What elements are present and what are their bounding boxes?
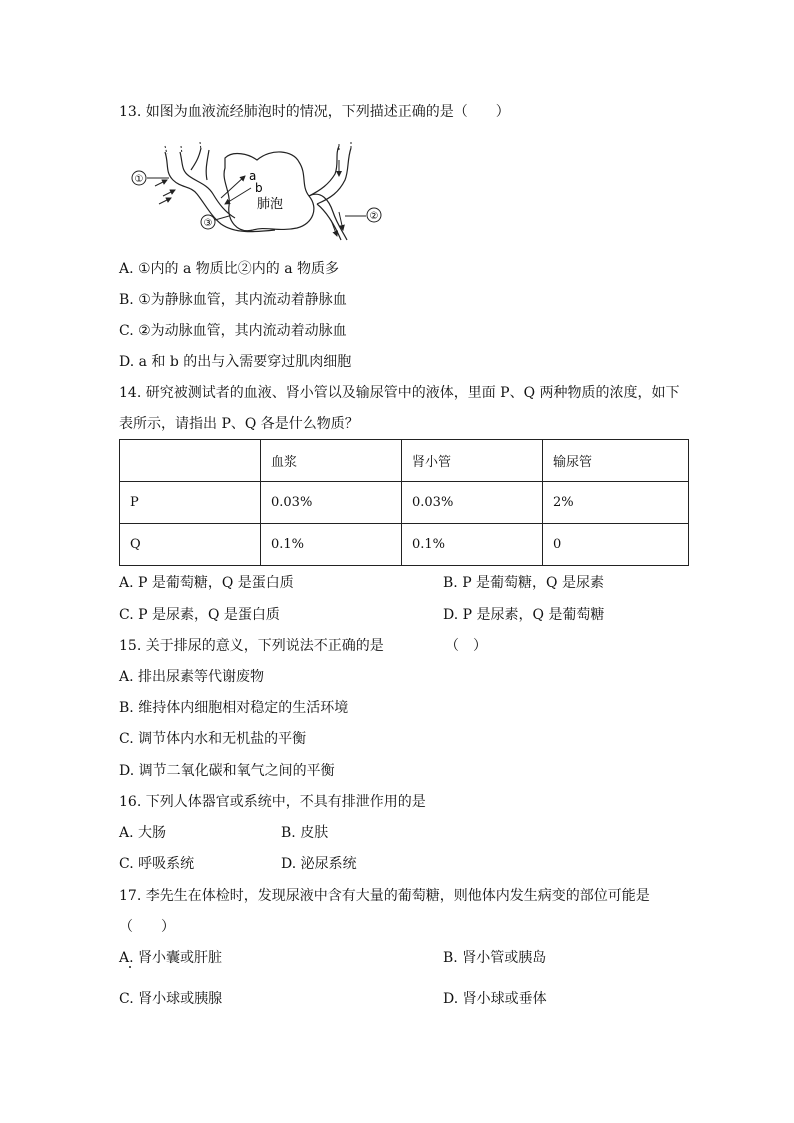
q16-option-a: A. 大肠	[119, 825, 167, 841]
table-cell: Q	[120, 524, 261, 566]
table-cell: 0.03%	[261, 482, 402, 524]
table-cell: P	[120, 482, 261, 524]
table-cell: 0.1%	[261, 524, 402, 566]
q17-option-a: A. 肾小囊或肝脏	[119, 950, 223, 966]
q17-option-d: D. 肾小球或垂体	[443, 991, 547, 1007]
q15-answer-paren: （ ）	[445, 638, 487, 654]
q16-option-b: B. 皮肤	[281, 825, 329, 841]
q13-stem: 13. 如图为血液流经肺泡时的情况，下列描述正确的是（ ）	[119, 104, 510, 120]
q17-stem-line1: 17. 李先生在体检时，发现尿液中含有大量的葡萄糖，则他体内发生病变的部位可能是	[119, 888, 650, 904]
q17-option-c: C. 肾小球或胰腺	[119, 991, 223, 1007]
table-cell: 2%	[543, 482, 689, 524]
q15-option-c: C. 调节体内水和无机盐的平衡	[119, 731, 307, 747]
table-header-row	[120, 440, 689, 482]
q17-stem-line2: （ ）	[119, 919, 175, 935]
q13-option-a: A. ①内的 a 物质比②内的 a 物质多	[119, 261, 340, 277]
stray-dot	[129, 966, 131, 968]
q16-stem: 16. 下列人体器官或系统中，不具有排泄作用的是	[119, 794, 426, 810]
q13-option-d: D. a 和 b 的出与入需要穿过肌肉细胞	[119, 354, 352, 370]
label-n2: ②	[369, 211, 379, 222]
q15-stem: 15. 关于排尿的意义，下列说法不正确的是	[119, 638, 384, 654]
table-row	[120, 524, 689, 566]
label-b: b	[255, 181, 263, 195]
label-a: a	[249, 169, 257, 183]
q15-option-b: B. 维持体内细胞相对稳定的生活环境	[119, 700, 349, 716]
q15-option-d: D. 调节二氧化碳和氧气之间的平衡	[119, 763, 335, 779]
table-header-cell: 肾小管	[402, 440, 543, 482]
table-cell: 0.03%	[402, 482, 543, 524]
q16-option-c: C. 呼吸系统	[119, 856, 195, 872]
table-header-cell: 输尿管	[543, 440, 689, 482]
label-n3: ③	[203, 218, 213, 229]
q14-option-d: D. P 是尿素，Q 是葡萄糖	[443, 607, 605, 623]
table-header-cell: 血浆	[261, 440, 402, 482]
q14-option-c: C. P 是尿素，Q 是蛋白质	[119, 607, 280, 623]
concentration-table	[119, 439, 689, 566]
q13-option-c: C. ②为动脉血管，其内流动着动脉血	[119, 323, 347, 339]
q17-option-b: B. 肾小管或胰岛	[443, 950, 547, 966]
q14-stem-line1: 14. 研究被测试者的血液、肾小管以及输尿管中的液体，里面 P、Q 两种物质的浓度，如下	[119, 385, 680, 401]
label-n1: ①	[134, 174, 144, 185]
q15-option-a: A. 排出尿素等代谢废物	[119, 669, 265, 685]
table-cell: 0.1%	[402, 524, 543, 566]
q16-option-d: D. 泌尿系统	[281, 856, 357, 872]
table-row	[120, 482, 689, 524]
table-cell: 0	[543, 524, 689, 566]
q14-stem-line2: 表所示，请指出 P、Q 各是什么物质？	[119, 416, 359, 432]
label-alveolus: 肺泡	[257, 197, 284, 212]
alveolus-figure	[125, 140, 395, 245]
table-header-cell	[120, 440, 261, 482]
q14-option-b: B. P 是葡萄糖，Q 是尿素	[443, 575, 604, 591]
q13-option-b: B. ①为静脉血管，其内流动着静脉血	[119, 292, 347, 308]
q14-option-a: A. P 是葡萄糖，Q 是蛋白质	[119, 575, 294, 591]
